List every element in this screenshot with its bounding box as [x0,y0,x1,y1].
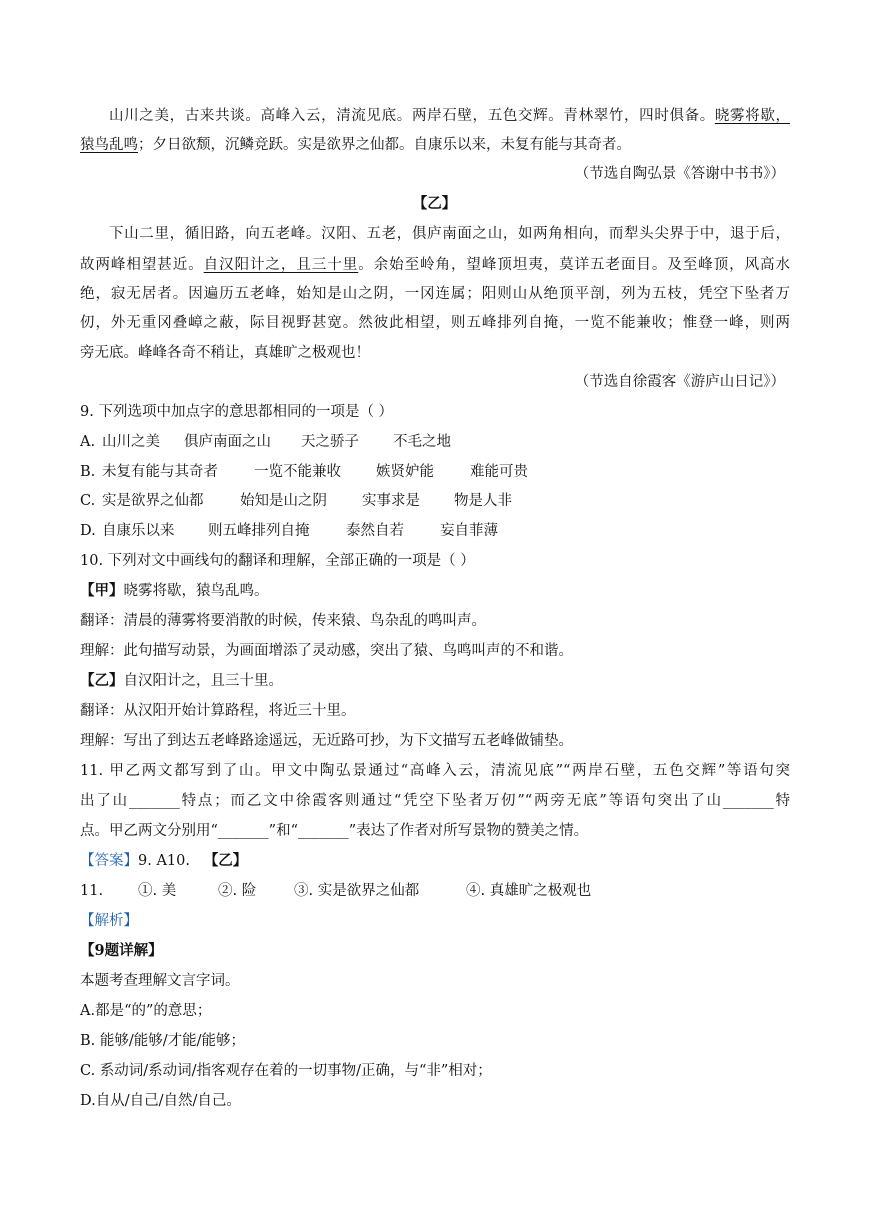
q11-line-3: 点。甲乙两文分别用“_______”和“_______”表达了作者对所写景物的赞美之情。 [80,823,589,839]
q11-line-1: 11. 甲乙两文都写到了山。甲文中陶弘景通过“高峰入云，清流见底”“两岸石壁，五色交辉”等语句突 [80,763,790,779]
yi-source: （节选自徐霞客《游庐山日记》） [574,374,785,390]
analysis-d: D.自从/自己/自然/自己。 [80,1093,241,1109]
answer-label: 【答案】 [80,853,138,869]
q9-option-a: A. 山川之美 俱庐南面之山 天之骄子 不毛之地 [80,434,451,450]
yi-line-5: 旁无底。峰峰各奇不稍让，真雄旷之极观也！ [80,345,370,361]
q10-jia-understanding: 理解：此句描写动景，为画面增添了灵动感，突出了猿、鸟鸣叫声的不和谐。 [80,643,573,659]
analysis-c: C. 系动词/系动词/指客观存在着的一切事物/正确，与“非”相对； [80,1063,492,1079]
yi-line-3: 绝，寂无居者。因遍历五老峰，始知是山之阴，一冈连属；阳则山从绝顶平剖，列为五枝，凭空下坠者万 [80,286,790,302]
q10-yi-translation: 翻译：从汉阳开始计算路程，将近三十里。 [80,703,356,719]
underlined-sentence: 猿鸟乱鸣 [80,137,138,153]
q10-jia-sentence: 【甲】晓雾将歇，猿鸟乱鸣。 [80,582,269,599]
yi-line-2: 故两峰相望甚近。自汉阳计之，且三十里。余始至岭角，望峰顶坦夷，莫详五老面目。及至峰顶，风高水 [80,257,791,273]
q11-line-2: 出了山_______特点；而乙文中徐霞客则通过“凭空下坠者万仞”“两旁无底”等语句突出了山_______特 [80,793,790,809]
yi-line-4: 仞，外无重冈叠嶂之蔽，际目视野甚宽。然彼此相望，则五峰排列自掩，一览不能兼收；惟登一峰，则两 [80,315,790,331]
answer-line: 【答案】9. A10. 【乙】 [80,852,248,869]
yi-line-1: 下山二里，循旧路，向五老峰。汉阳、五老，俱庐南面之山，如两角相向，而犁头尖界于中，退于后， [109,226,790,242]
jia-source: （节选自陶弘景《答谢中书书》） [574,166,785,182]
jia-line-1: 山川之美，古来共谈。高峰入云，清流见底。两岸石壁，五色交辉。青林翠竹，四时俱备。晓雾将歇， [109,108,790,124]
analysis-intro: 本题考查理解文言字词。 [80,973,240,989]
analysis-subheading: 【9题详解】 [80,942,163,959]
answer-q11-line: 11. ①. 美 ②. 险 ③. 实是欲界之仙都 ④. 真雄旷之极观也 [80,883,592,899]
analysis-b: B. 能够/能够/才能/能够； [80,1033,246,1049]
analysis-a: A.都是“的”的意思； [80,1003,212,1019]
jia-line-2: 猿鸟乱鸣；夕日欲颓，沉鳞竞跃。实是欲界之仙都。自康乐以来，未复有能与其奇者。 [80,137,631,153]
q9-option-b: B. 未复有能与其奇者 一览不能兼收 嫉贤妒能 难能可贵 [80,464,528,480]
q9-option-d: D. 自康乐以来 则五峰排列自掩 泰然自若 妄自菲薄 [80,523,498,539]
q9-stem: 9. 下列选项中加点字的意思都相同的一项是（ ） [80,404,394,420]
underlined-sentence: 晓雾将歇， [714,108,790,124]
q10-yi-understanding: 理解：写出了到达五老峰路途遥远，无近路可抄，为下文描写五老峰做铺垫。 [80,733,573,749]
underlined-sentence: 自汉阳计之，且三十里 [203,257,359,273]
analysis-label: 【解析】 [80,913,138,929]
q10-jia-translation: 翻译：清晨的薄雾将要消散的时候，传来猿、鸟杂乱的鸣叫声。 [80,613,486,629]
yi-heading: 【乙】 [412,195,457,212]
q9-option-c: C. 实是欲界之仙都 始知是山之阴 实事求是 物是人非 [80,493,512,509]
q10-stem: 10. 下列对文中画线句的翻译和理解，全部正确的一项是（ ） [80,553,475,569]
q10-yi-sentence: 【乙】自汉阳计之，且三十里。 [80,672,283,689]
